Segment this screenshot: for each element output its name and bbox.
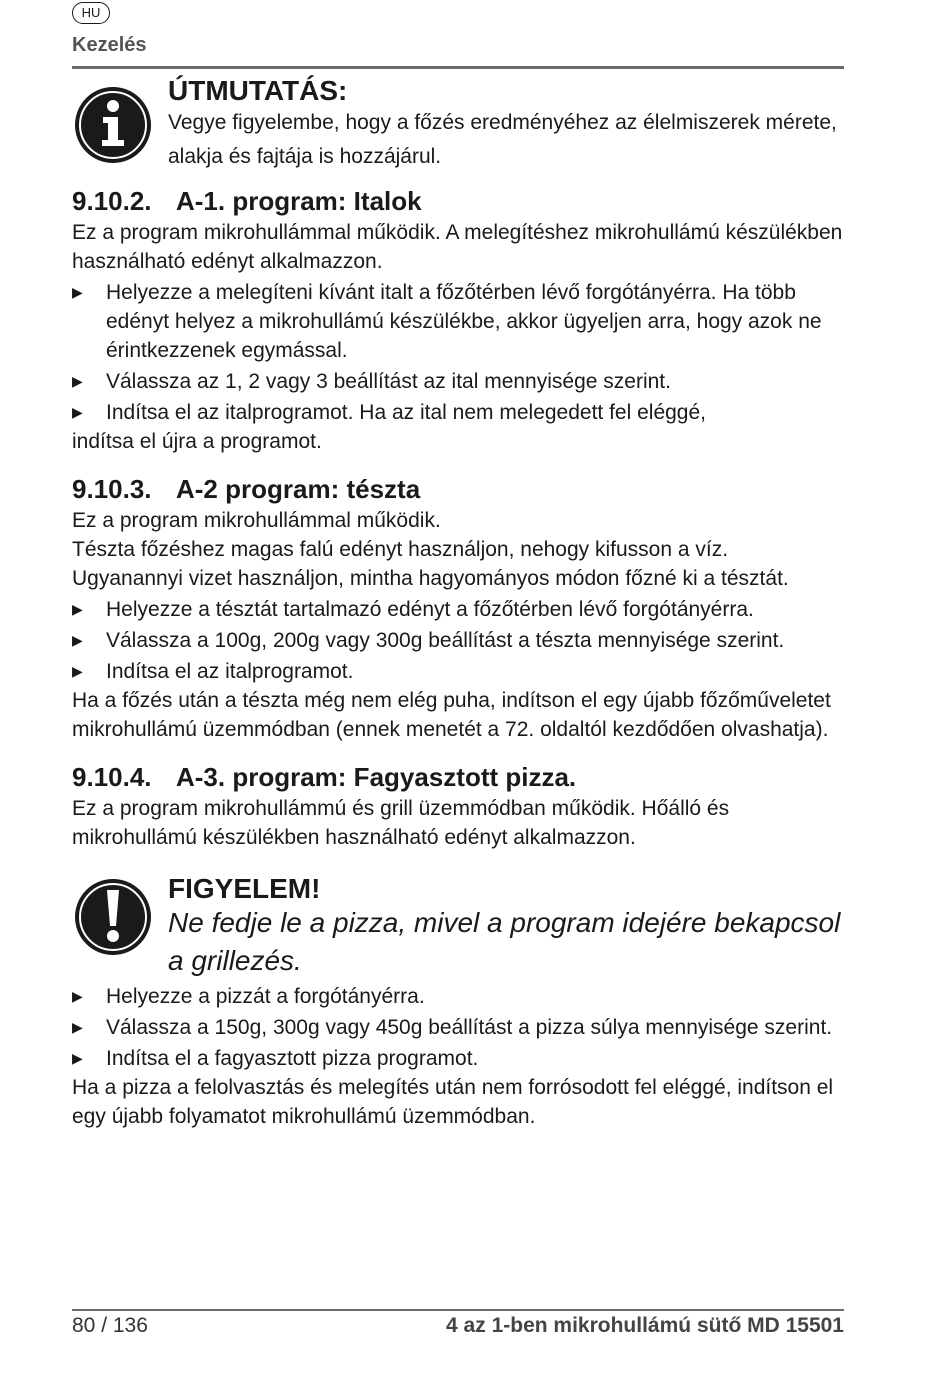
step-item [72, 657, 844, 686]
warning-text: Ne fedje le a pizza, mivel a program idejére bekapcsol a grillezés. [168, 907, 841, 976]
section-heading [72, 760, 844, 794]
bullet-arrow-icon: ▶ [72, 1019, 83, 1035]
section-outro: Ha a pizza a felolvasztás és melegítés után nem forrósodott fel eléggé, indítson el egy újabb folyamatot mikrohullámú üzemmódban. [72, 1076, 834, 1128]
step-item [72, 626, 844, 655]
section-intro: Ez a program mikrohullámmal működik. [72, 509, 441, 532]
note-text: Vegye figyelembe, hogy a főzés eredményéhez az élelmiszerek mérete, alakja és fajtája is hozzájárul. [168, 111, 837, 168]
section-title: A-3. program: Fagyasztott pizza. [176, 762, 577, 792]
page-content [72, 74, 844, 1131]
section-heading [72, 472, 844, 506]
footer-divider [72, 1309, 844, 1311]
step-item [72, 1044, 844, 1073]
bullet-arrow-icon: ▶ [72, 988, 83, 1004]
section-outro: Ha a főzés után a tészta még nem elég puha, indítson el egy újabb főzőműveletet mikrohullámú üzemmódban (ennek menetét a 72. oldaltól kezdődően olvashatja). [72, 689, 831, 741]
step-text: Válassza a 100g, 200g vagy 300g beállítást a tészta mennyisége szerint. [106, 629, 785, 652]
section-number: 9.10.2. [72, 186, 152, 216]
bullet-arrow-icon: ▶ [72, 284, 83, 300]
step-item [72, 1013, 844, 1042]
bullet-arrow-icon: ▶ [72, 663, 83, 679]
step-text: Helyezze a pizzát a forgótányérra. [106, 985, 425, 1008]
step-item [72, 278, 844, 365]
step-list [72, 278, 844, 427]
warning-title: FIGYELEM! [168, 873, 321, 904]
step-item [72, 398, 844, 427]
bullet-arrow-icon: ▶ [72, 404, 83, 420]
section-intro: Ez a program mikrohullámmú és grill üzemmódban működik. Hőálló és mikrohullámú készülékben használható edényt alkalmazzon. [72, 797, 730, 849]
step-item [72, 595, 844, 624]
step-text: Indítsa el a fagyasztott pizza programot. [106, 1047, 479, 1070]
step-text: Válassza a 150g, 300g vagy 450g beállítást a pizza súlya mennyisége szerint. [106, 1016, 833, 1039]
section-intro: Tészta főzéshez magas falú edényt használjon, nehogy kifusson a víz. Ugyanannyi vizet használjon, mintha hagyományos módon főzné ki a tésztát. [72, 538, 789, 590]
step-text: Válassza az 1, 2 vagy 3 beállítást az ital mennyisége szerint. [106, 370, 671, 393]
bullet-arrow-icon: ▶ [72, 601, 83, 617]
section-title: A-2 program: tészta [176, 474, 421, 504]
step-list [72, 595, 844, 686]
step-text: Helyezze a tésztát tartalmazó edényt a főzőtérben lévő forgótányérra. [106, 598, 754, 621]
footer-title: 4 az 1-ben mikrohullámú sütő MD 15501 [446, 1314, 844, 1337]
page-number: 80 / 136 [72, 1314, 148, 1337]
step-item [72, 367, 844, 396]
info-note [72, 74, 844, 174]
exclamation-icon [72, 876, 154, 958]
section-number: 9.10.4. [72, 762, 152, 792]
section-heading [72, 184, 844, 218]
bullet-arrow-icon: ▶ [72, 632, 83, 648]
section-title: A-1. program: Italok [176, 186, 422, 216]
step-list [72, 982, 844, 1073]
section-number: 9.10.3. [72, 474, 152, 504]
header-divider [72, 66, 844, 69]
step-text: Indítsa el az italprogramot. Ha az ital nem melegedett fel eléggé, [106, 401, 706, 424]
step-item [72, 982, 844, 1011]
note-title: ÚTMUTATÁS: [168, 75, 348, 106]
step-text: Indítsa el az italprogramot. [106, 660, 354, 683]
step-text: Helyezze a melegíteni kívánt italt a főzőtérben lévő forgótányérra. Ha több edényt helyez a mikrohullámú készülékbe, akkor ügyeljen arra, hogy azok ne érintkezzenek egymással. [106, 281, 822, 362]
section-9-10-2 [72, 184, 844, 456]
section-9-10-4 [72, 760, 844, 1131]
section-9-10-3 [72, 472, 844, 744]
section-outro: indítsa el újra a programot. [72, 430, 322, 453]
language-badge: HU [72, 2, 110, 24]
section-intro: Ez a program mikrohullámmal működik. A melegítéshez mikrohullámú készülékben használható edényt alkalmazzon. [72, 221, 843, 273]
section-label: Kezelés [72, 34, 147, 56]
bullet-arrow-icon: ▶ [72, 1050, 83, 1066]
info-icon [72, 84, 154, 166]
bullet-arrow-icon: ▶ [72, 373, 83, 389]
warning-note [72, 872, 844, 980]
